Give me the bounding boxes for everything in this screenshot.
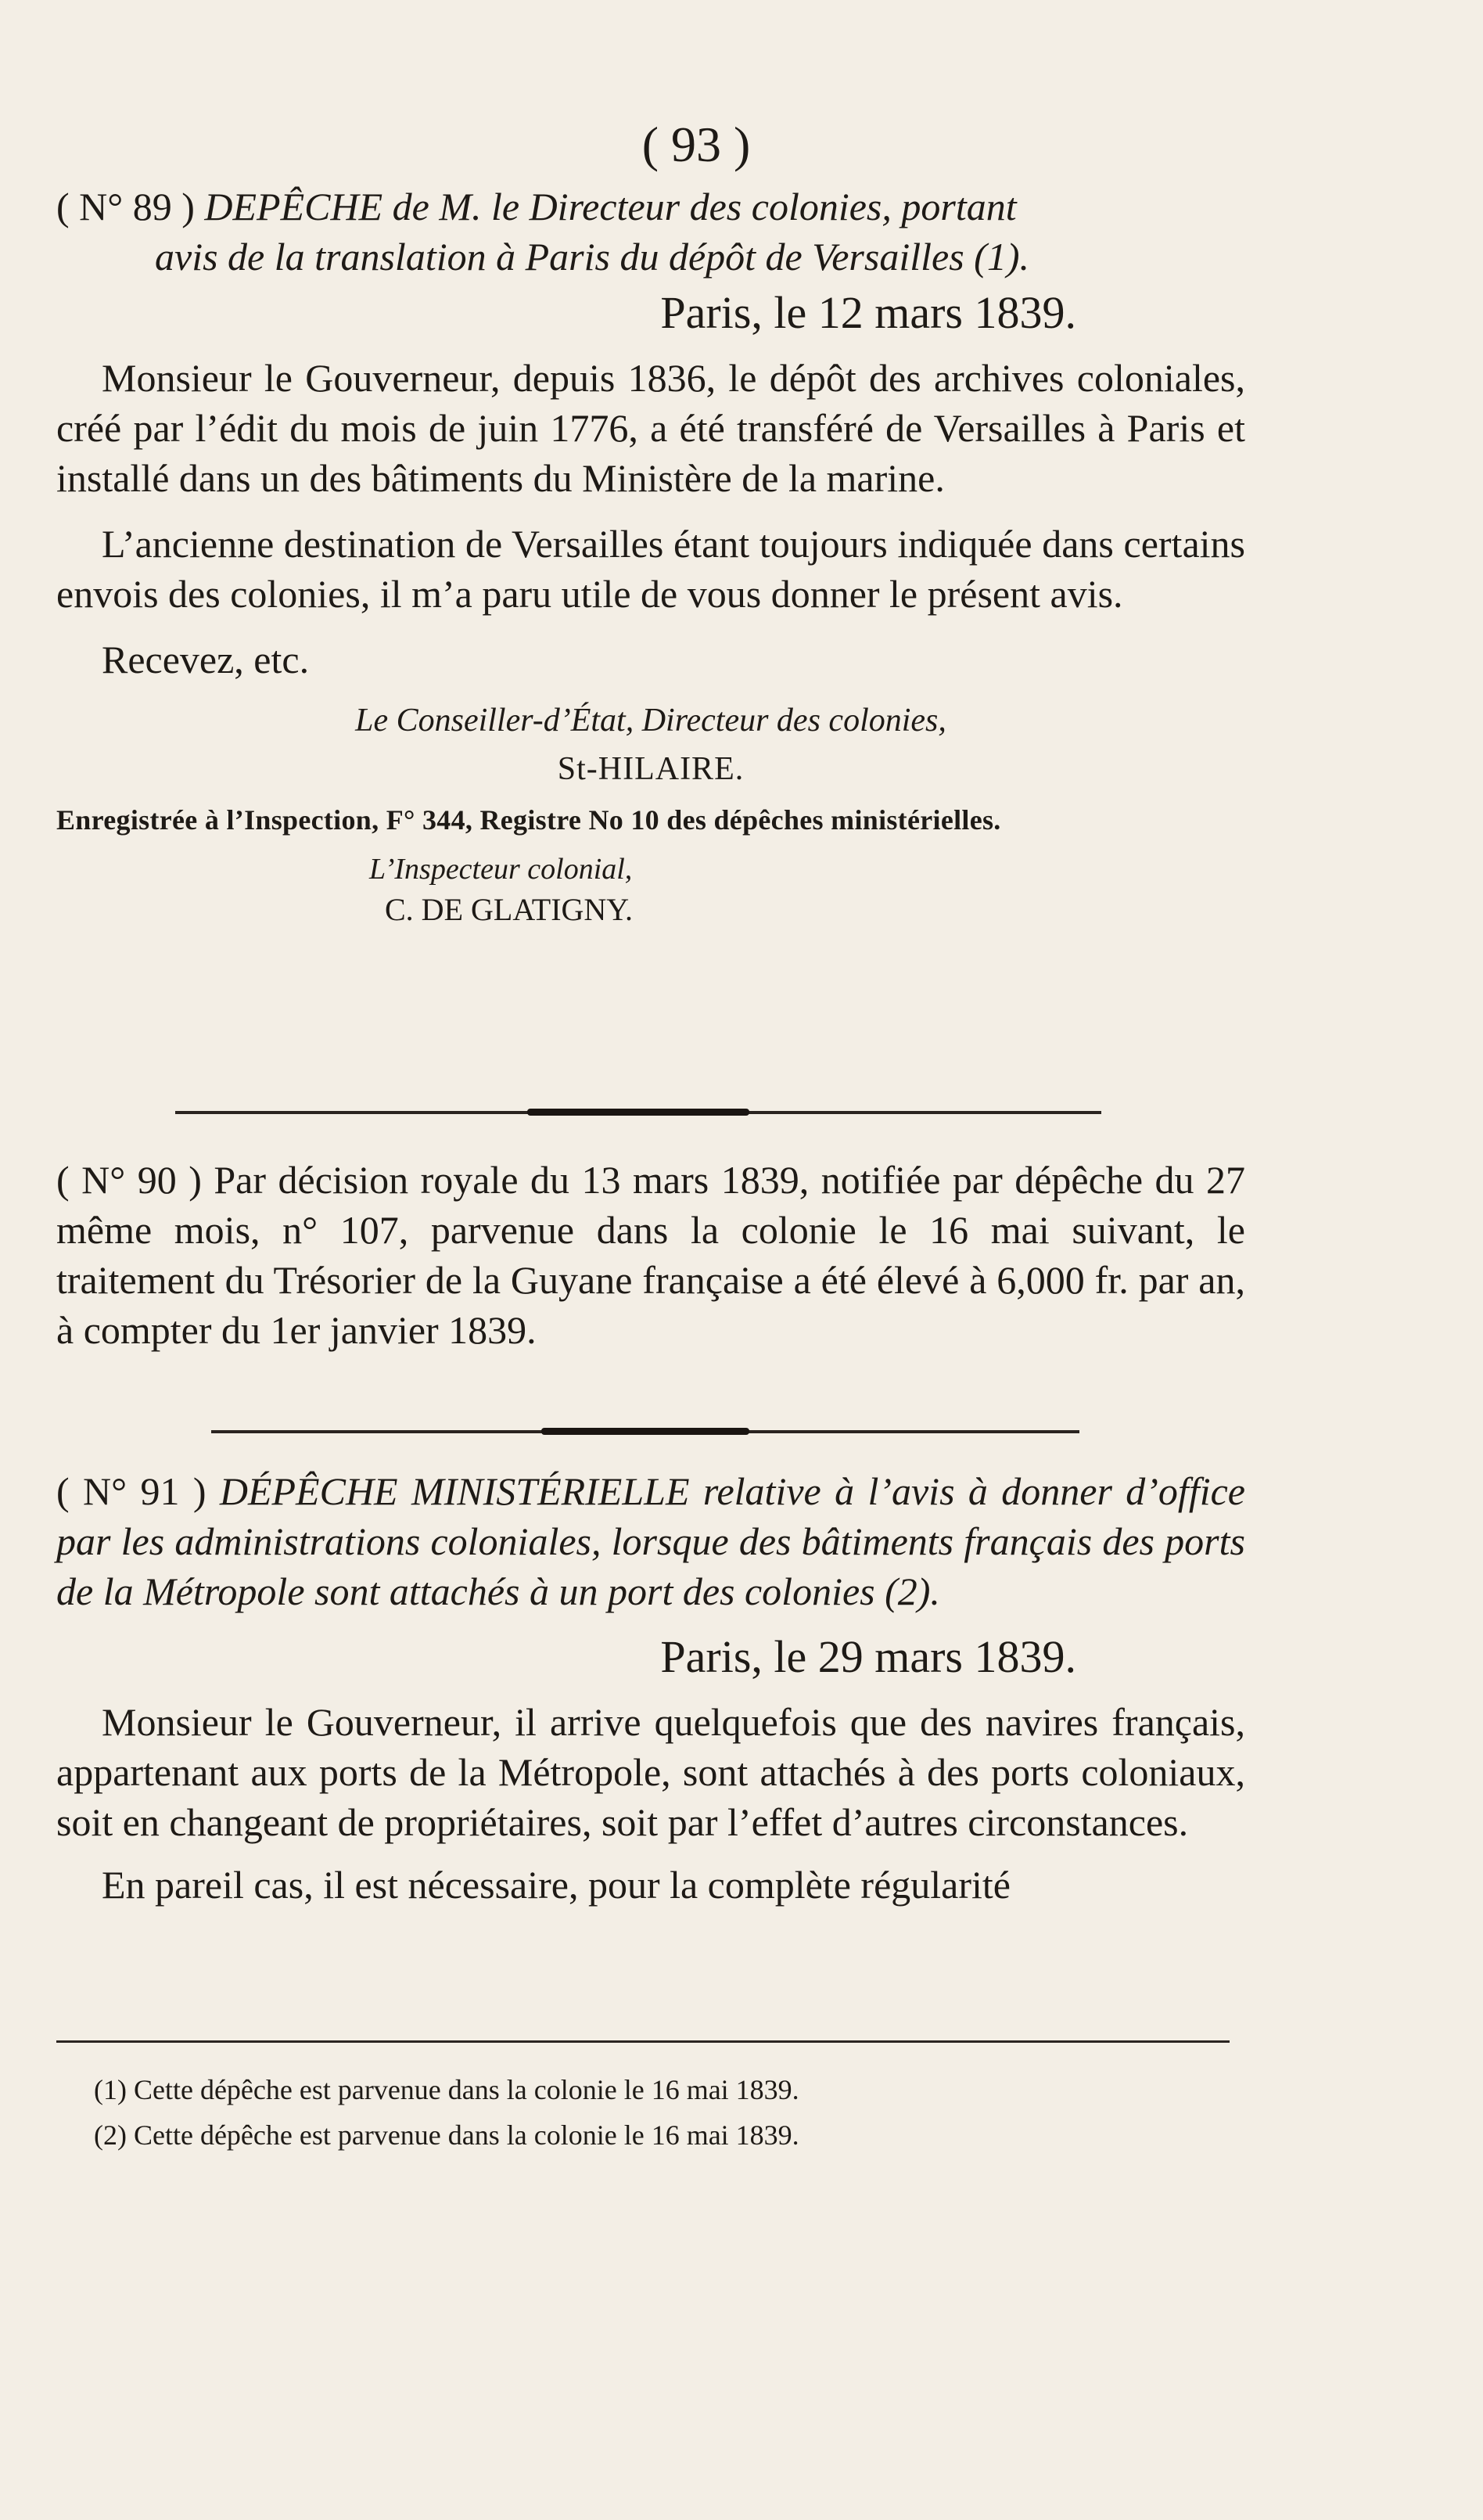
entry-91-heading xyxy=(56,1466,1245,1616)
entry-90-text: ( N° 90 ) Par décision royale du 13 mars 1839, notifiée par dépêche du 27 même mois, n° 107, parvenue dans la colonie le 16 mai suivant, le traitement du Trésorier de la Guyane française a été élevé à 6,000 fr. par an, à compter du 1er janvier 1839. xyxy=(56,1158,1245,1352)
registration-note: Enregistrée à l’Inspection, F° 344, Registre No 10 des dépêches ministérielles. xyxy=(56,804,1001,836)
entry-91 xyxy=(56,1466,1245,1910)
entry-90 xyxy=(56,1155,1245,1355)
entry-89-closing: Recevez, etc. xyxy=(102,638,310,681)
entry-91-paragraph-1: Monsieur le Gouverneur, il arrive quelquefois que des navires français, appartenant aux ports de la Métropole, sont attachés à des ports coloniaux, soit en changeant de propriétaires, soit par l’effet d’autres circonstances. xyxy=(56,1700,1245,1844)
entry-89-heading-cont: avis de la translation à Paris du dépôt de Versailles (1). xyxy=(155,235,1029,279)
signature-name: St-HILAIRE. xyxy=(557,751,745,787)
separator-rule xyxy=(211,1430,1079,1433)
entry-91-number: ( N° 91 ) xyxy=(56,1469,220,1513)
entry-89-title: DEPÊCHE de M. le Directeur des colonies, portant xyxy=(204,185,1017,228)
page-number: ( 93 ) xyxy=(641,117,751,172)
footnotes xyxy=(94,2067,799,2158)
entry-91-subtitle: relative à l’avis à donner d’office par les administrations coloniales, lorsque des bâtiments français des ports de la Métropole sont attachés à un port des colonies (2). xyxy=(56,1469,1245,1613)
footnote-rule xyxy=(56,2040,1230,2043)
entry-89-dateline: Paris, le 12 mars 1839. xyxy=(660,287,1076,338)
entry-89-paragraph-2: L’ancienne destination de Versailles étant toujours indiquée dans certains envois des colonies, il m’a paru utile de vous donner le présent avis. xyxy=(56,522,1245,616)
entry-89-heading xyxy=(56,182,1245,232)
footnote-1: (1) Cette dépêche est parvenue dans la colonie le 16 mai 1839. xyxy=(94,2074,799,2105)
entry-89-number: ( N° 89 ) xyxy=(56,185,205,228)
entry-91-title: DÉPÊCHE MINISTÉRIELLE xyxy=(219,1469,690,1513)
entry-89-paragraph-1: Monsieur le Gouverneur, depuis 1836, le dépôt des archives coloniales, créé par l’édit du mois de juin 1776, a été transféré de Versailles à Paris et installé dans un des bâtiments du Ministère de la marine. xyxy=(56,356,1245,500)
signature-title: Le Conseiller-d’État, Directeur des colonies, xyxy=(355,703,946,739)
entry-89 xyxy=(56,182,1245,928)
inspector-title: L’Inspecteur colonial, xyxy=(369,853,633,886)
entry-91-dateline: Paris, le 29 mars 1839. xyxy=(660,1631,1076,1682)
footnote-2: (2) Cette dépêche est parvenue dans la colonie le 16 mai 1839. xyxy=(94,2119,799,2151)
entry-91-paragraph-2: En pareil cas, il est nécessaire, pour la complète régularité xyxy=(102,1863,1011,1907)
inspector-name: C. DE GLATIGNY. xyxy=(385,892,634,927)
separator-rule xyxy=(175,1111,1101,1114)
